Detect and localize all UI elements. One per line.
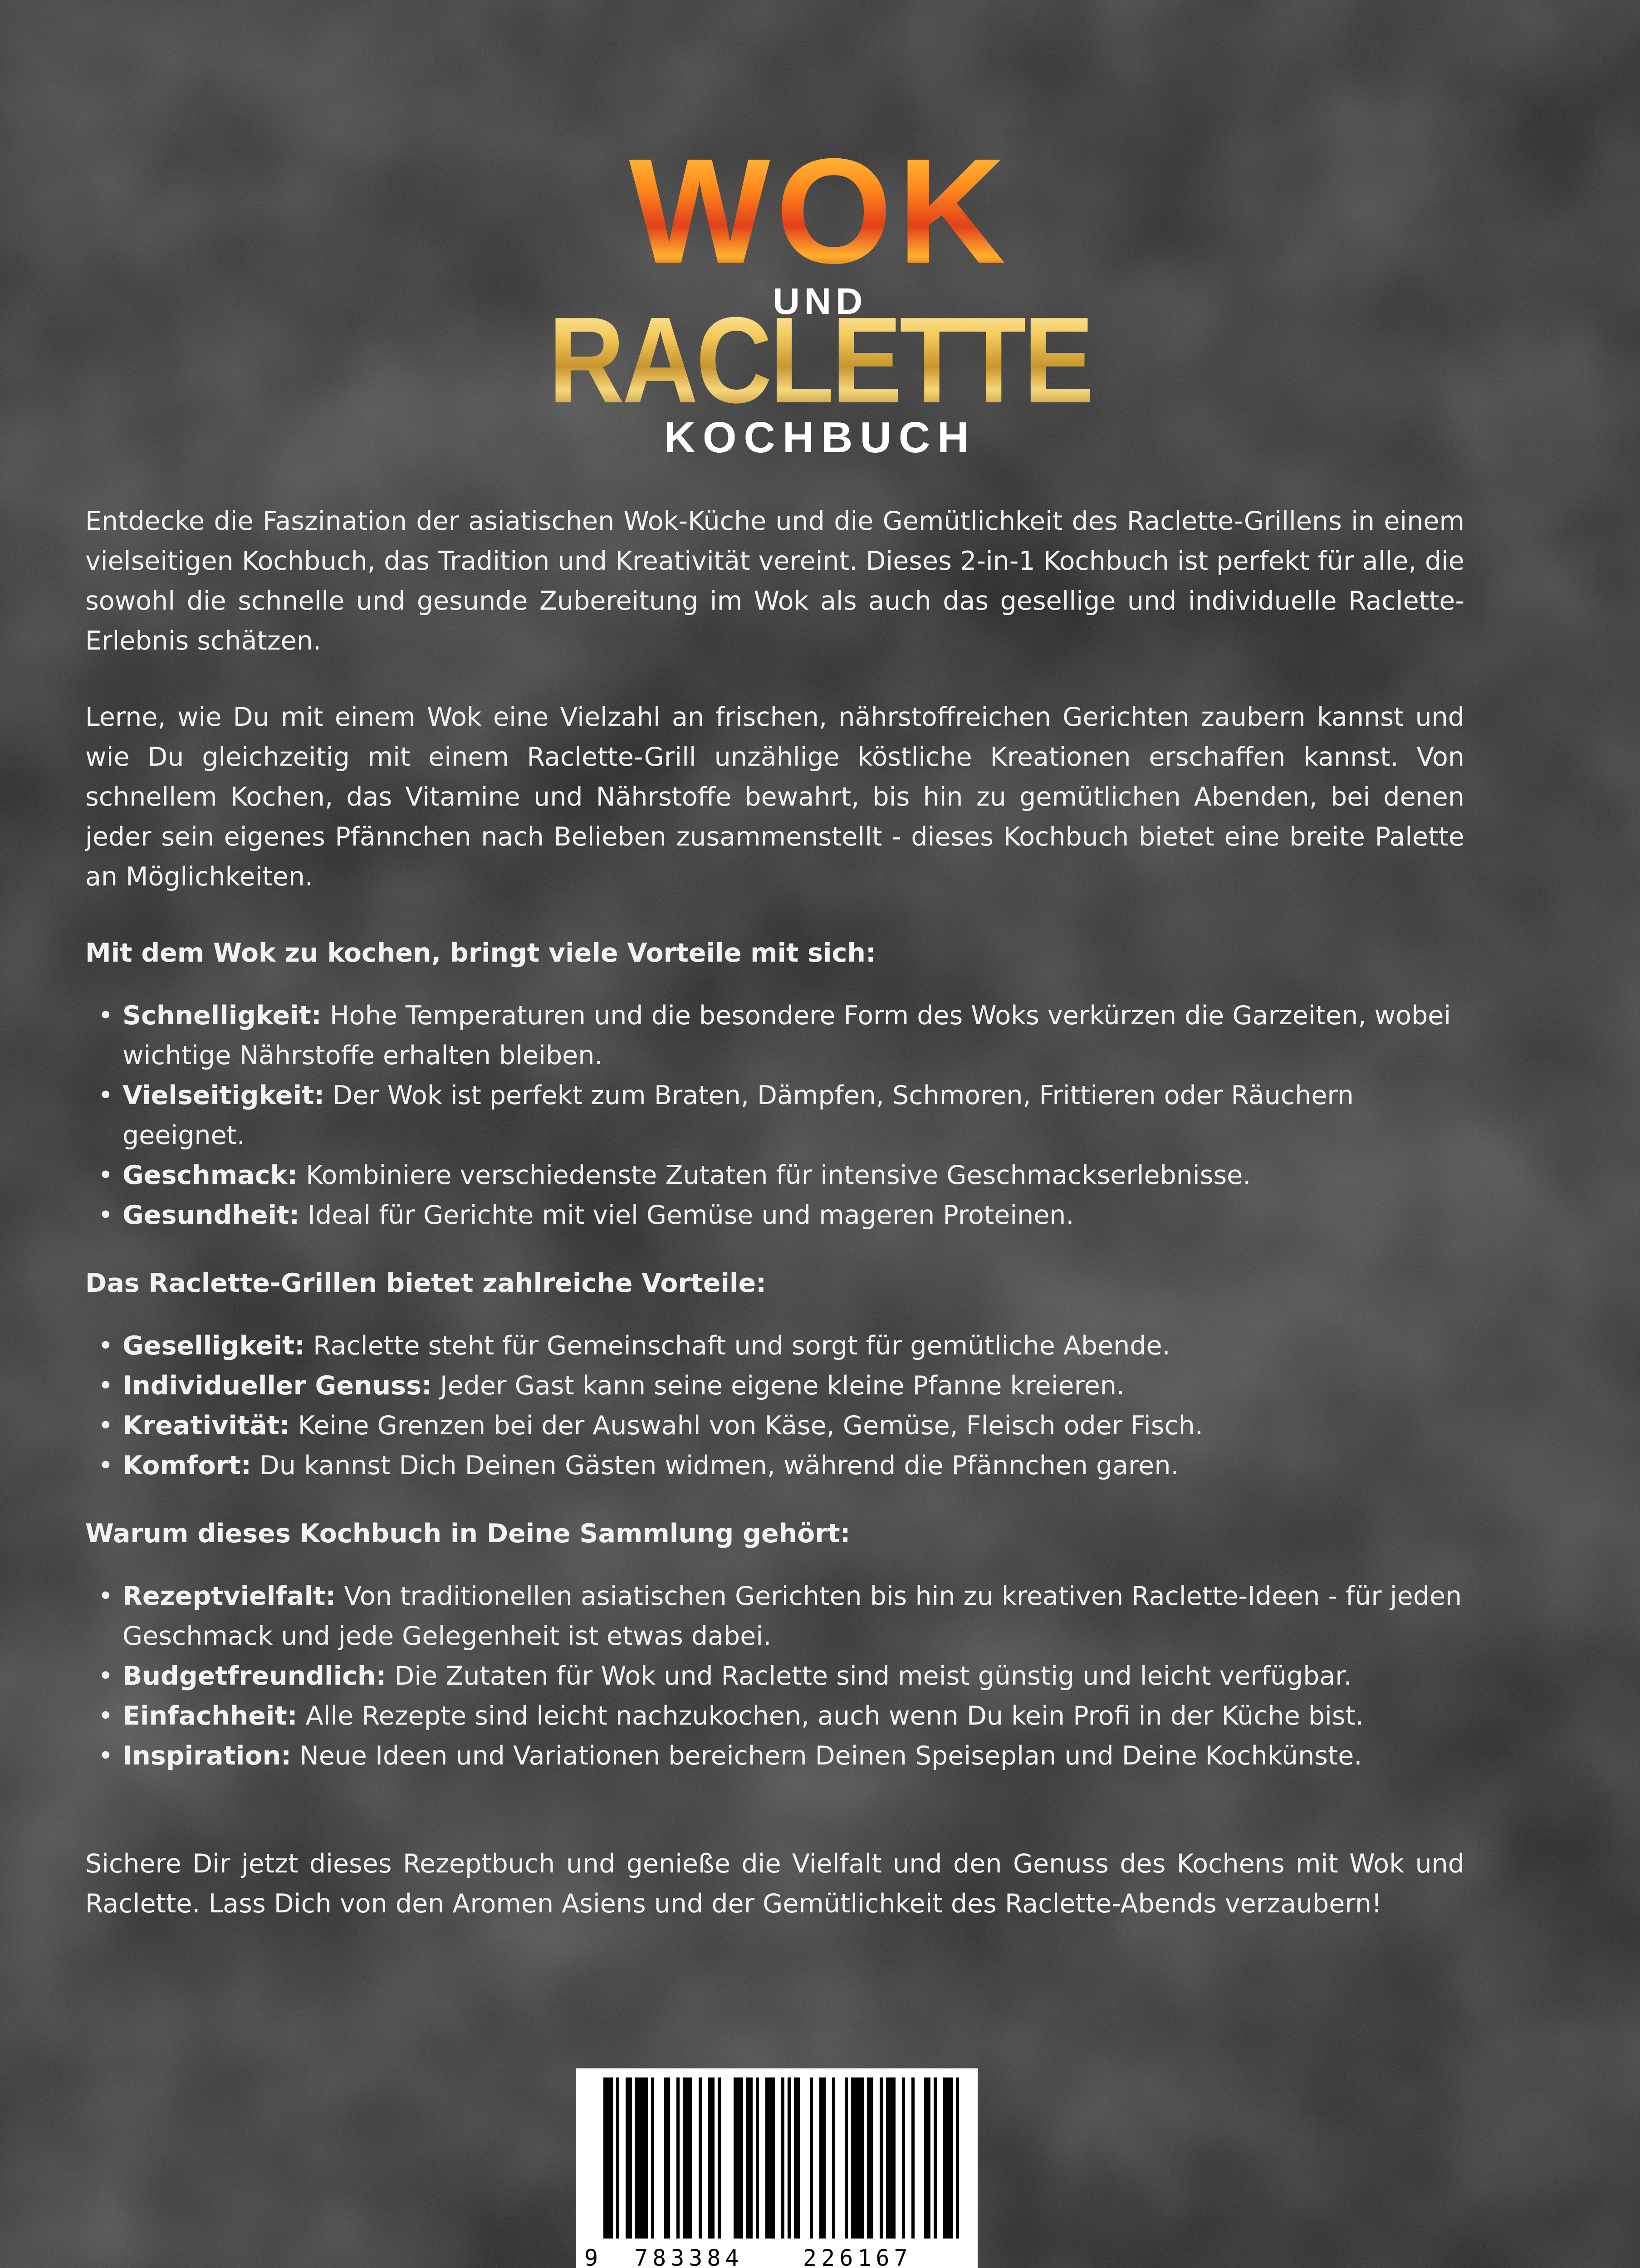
list-item: • Budgetfreundlich: Die Zutaten für Wok und Raclette sind meist günstig und leicht verfügbar. (85, 1656, 1464, 1696)
list-item: • Inspiration: Neue Ideen und Variationen bereichern Deinen Speiseplan und Deine Kochkünste. (85, 1736, 1464, 1776)
barcode-bar (765, 2077, 775, 2239)
barcode-bar (699, 2077, 702, 2239)
barcode-bars (576, 2068, 978, 2268)
intro-paragraph-2: Lerne, wie Du mit einem Wok eine Vielzahl an frischen, nährstoffreichen Gerichten zaubern kannst und wie Du gleichzeitig mit einem Raclette-Grill unzählige köstliche Kreationen erschaffen kannst. Von schnellem Kochen, das Vitamine und Nährstoffe bewahrt, bis hin zu gemütlichen Abenden, bei denen jeder sein eigenes Pfännchen nach Belieben zusammenstellt - dieses Kochbuch bietet eine breite Palette an Möglichkeiten. (85, 697, 1464, 897)
title-raclette: RACLETTE (115, 302, 1525, 420)
barcode-bar (880, 2077, 883, 2239)
barcode-bar (810, 2077, 813, 2239)
list-item: • Gesundheit: Ideal für Gerichte mit viel Gemüse und mageren Proteinen. (85, 1195, 1464, 1235)
section-heading-wok: Mit dem Wok zu kochen, bringt viele Vorteile mit sich: (85, 933, 1464, 973)
bullet-icon: • (98, 1366, 113, 1406)
list-item: • Geschmack: Kombiniere verschiedenste Zutaten für intensive Geschmackserlebnisse. (85, 1155, 1464, 1195)
barcode-bar (851, 2077, 864, 2239)
bullet-icon: • (98, 1075, 113, 1115)
barcode-bar (756, 2077, 759, 2239)
list-item: • Kreativität: Keine Grenzen bei der Auswahl von Käse, Gemüse, Fleisch oder Fisch. (85, 1406, 1464, 1446)
barcode-bar (635, 2077, 648, 2239)
barcode-bar (943, 2077, 953, 2239)
section-heading-raclette: Das Raclette-Grillen bietet zahlreiche Vorteile: (85, 1263, 1464, 1303)
barcode-bar (956, 2077, 959, 2239)
barcode-bar (603, 2077, 613, 2239)
list-item: • Geselligkeit: Raclette steht für Gemeinschaft und sorgt für gemütliche Abende. (85, 1326, 1464, 1366)
blurb (85, 501, 1464, 1960)
barcode-first-digit: 9 (584, 2245, 598, 2268)
list-item: • Einfachheit: Alle Rezepte sind leicht nachzukochen, auch wenn Du kein Profi in der Küche bist. (85, 1696, 1464, 1736)
barcode-bar (708, 2077, 715, 2239)
list-item: • Rezeptvielfalt: Von traditionellen asiatischen Gerichten bis hin zu kreativen Raclette-Ideen - für jeden Geschmack und jede Gelegenheit ist etwas dabei. (85, 1576, 1464, 1656)
barcode-bar (832, 2077, 835, 2239)
barcode-bar (616, 2077, 619, 2239)
title-kochbuch: KOCHBUCH (0, 411, 1640, 465)
barcode-bar (794, 2077, 800, 2239)
barcode-bar (934, 2077, 937, 2239)
barcode-bar (911, 2077, 915, 2239)
barcode-bar (746, 2077, 753, 2239)
wok-benefits-list (85, 996, 1464, 1235)
bullet-icon: • (98, 1446, 113, 1486)
isbn-barcode (576, 2068, 978, 2268)
barcode-left-digits: 783384 (634, 2245, 744, 2268)
bullet-icon: • (98, 1155, 113, 1195)
raclette-benefits-list (85, 1326, 1464, 1486)
barcode-bar (788, 2077, 791, 2239)
barcode-bar (676, 2077, 680, 2239)
barcode-bar (819, 2077, 826, 2239)
list-item: • Schnelligkeit: Hohe Temperaturen und die besondere Form des Woks verkürzen die Garzeiten, wobei wichtige Nährstoffe erhalten bleiben. (85, 996, 1464, 1075)
title-wok: WOK (0, 136, 1640, 286)
bullet-icon: • (98, 1326, 113, 1366)
barcode-bar (664, 2077, 670, 2239)
bullet-icon: • (98, 996, 113, 1036)
bullet-icon: • (98, 1696, 113, 1736)
barcode-bar (651, 2077, 654, 2239)
bullet-icon: • (98, 1656, 113, 1696)
list-item: • Individueller Genuss: Jeder Gast kann seine eigene kleine Pfanne kreieren. (85, 1366, 1464, 1406)
barcode-bar (886, 2077, 896, 2239)
intro-paragraph-1: Entdecke die Faszination der asiatischen Wok-Küche und die Gemütlichkeit des Raclette-Grillens in einem vielseitigen Kochbuch, das Tradition und Kreativität vereint. Dieses 2-in-1 Kochbuch ist perfekt für alle, die sowohl die schnelle und gesunde Zubereitung im Wok als auch das gesellige und individuelle Raclette-Erlebnis schätzen. (85, 501, 1464, 661)
reasons-list (85, 1576, 1464, 1776)
barcode-bar (626, 2077, 632, 2239)
barcode-bar (902, 2077, 905, 2239)
bullet-icon: • (98, 1576, 113, 1616)
barcode-bar (867, 2077, 873, 2239)
barcode-right-digits: 226167 (803, 2245, 912, 2268)
barcode-bar (845, 2077, 848, 2239)
bullet-icon: • (98, 1406, 113, 1446)
bullet-icon: • (98, 1195, 113, 1235)
barcode-bar (718, 2077, 721, 2239)
list-item: • Komfort: Du kannst Dich Deinen Gästen widmen, während die Pfännchen garen. (85, 1446, 1464, 1486)
barcode-bar (781, 2077, 784, 2239)
closing-paragraph: Sichere Dir jetzt dieses Rezeptbuch und genieße die Vielfalt und den Genuss des Kochens mit Wok und Raclette. Lass Dich von den Aromen Asiens und der Gemütlichkeit des Raclette-Abends verzaubern! (85, 1844, 1464, 1924)
bullet-icon: • (98, 1736, 113, 1776)
barcode-bar (683, 2077, 692, 2239)
barcode-bar (734, 2077, 743, 2239)
section-heading-reasons: Warum dieses Kochbuch in Deine Sammlung gehört: (85, 1514, 1464, 1554)
barcode-bar (924, 2077, 930, 2239)
list-item: • Vielseitigkeit: Der Wok ist perfekt zum Braten, Dämpfen, Schmoren, Frittieren oder Räuchern geeignet. (85, 1075, 1464, 1155)
